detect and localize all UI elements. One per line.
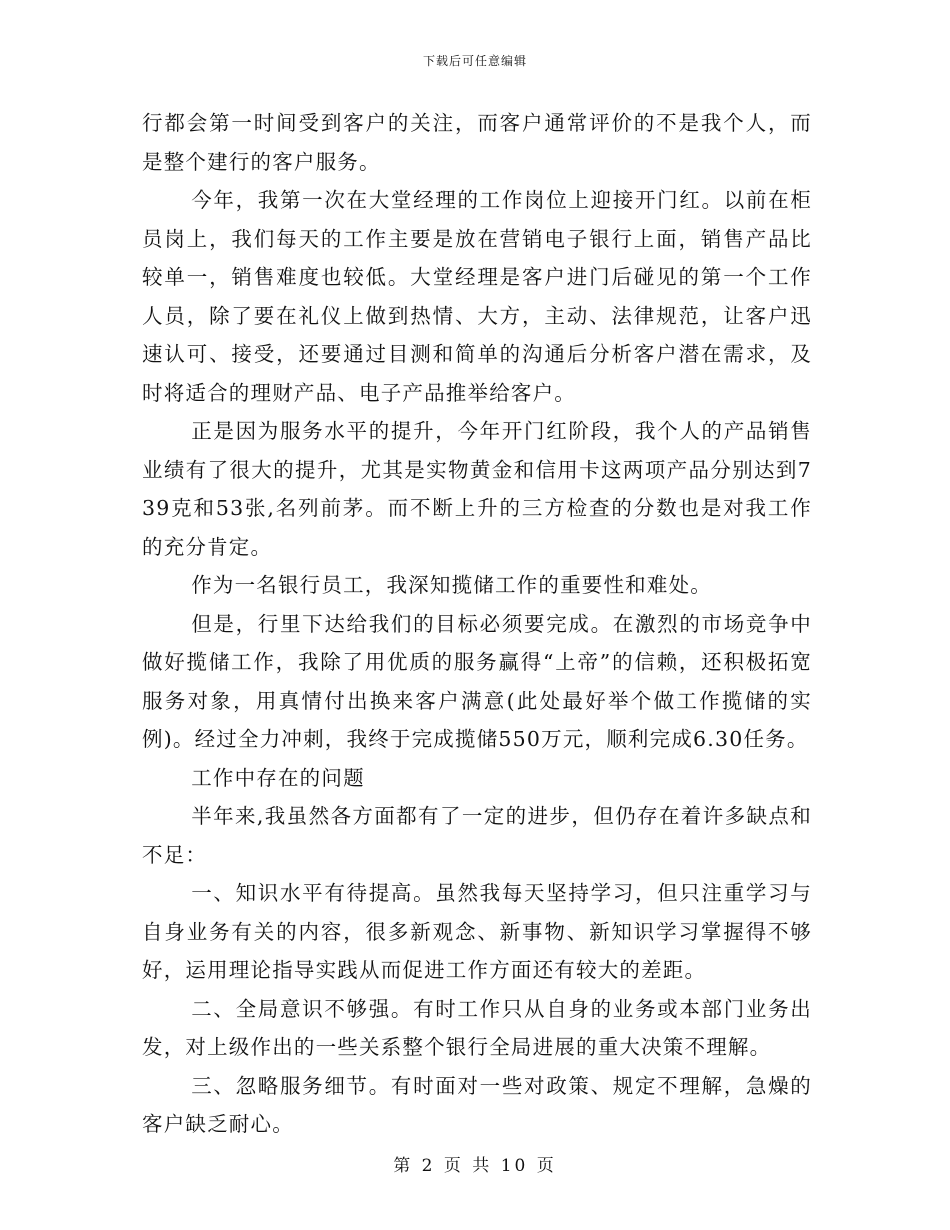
page-header: 下载后可任意编辑: [422, 54, 527, 68]
paragraph-opening-red: 今年，我第一次在大堂经理的工作岗位上迎接开门红。以前在柜员岗上，我们每天的工作主要是放在营销电子银行上面，销售产品比较单一，销售难度也较低。大堂经理是客户进门后碰见的第一个工作人员，除了要在礼仪上做到热情、大方，主动、法律规范，让客户迅速认可、接受，还要通过目测和简单的沟通后分析客户潜在需求，及时将适合的理财产品、电子产品推举给客户。: [142, 188, 812, 405]
paragraph-shortcomings-intro: 半年来,我虽然各方面都有了一定的进步，但仍存在着许多缺点和不足：: [142, 804, 812, 867]
paragraph-problem-service-details: 三、忽略服务细节。有时面对一些对政策、规定不理解，急燥的客户缺乏耐心。: [142, 1073, 812, 1136]
section-heading-problems: 工作中存在的问题: [191, 765, 365, 790]
paragraph-problem-overall-awareness: 二、全局意识不够强。有时工作只从自身的业务或本部门业务出发，对上级作出的一些关系整个银行全局进展的重大决策不理解。: [142, 996, 812, 1059]
document-body: [142, 104, 812, 1144]
paragraph-continuation: 行都会第一时间受到客户的关注，而客户通常评价的不是我个人，而是整个建行的客户服务。: [142, 111, 812, 174]
paragraph-deposit-target: 但是，行里下达给我们的目标必须要完成。在激烈的市场竞争中做好揽储工作，我除了用优质的服务赢得“上帝”的信赖，还积极拓宽服务对象，用真情付出换来客户满意(此处最好举个做工作揽储的实例)。经过全力冲刺，我终于完成揽储550万元，顺利完成6.30任务。: [142, 611, 812, 751]
page-number-footer: 第 2 页 共 10 页: [393, 1156, 557, 1176]
paragraph-deposit-importance: 作为一名银行员工，我深知揽储工作的重要性和难处。: [191, 573, 712, 597]
paragraph-sales-performance: 正是因为服务水平的提升，今年开门红阶段，我个人的产品销售业绩有了很大的提升，尤其是实物黄金和信用卡这两项产品分别达到739克和53张,名列前茅。而不断上升的三方检查的分数也是对我工作的充分肯定。: [142, 419, 812, 559]
paragraph-problem-knowledge: 一、知识水平有待提高。虽然我每天坚持学习，但只注重学习与自身业务有关的内容，很多新观念、新事物、新知识学习掌握得不够好，运用理论指导实践从而促进工作方面还有较大的差距。: [142, 881, 812, 982]
